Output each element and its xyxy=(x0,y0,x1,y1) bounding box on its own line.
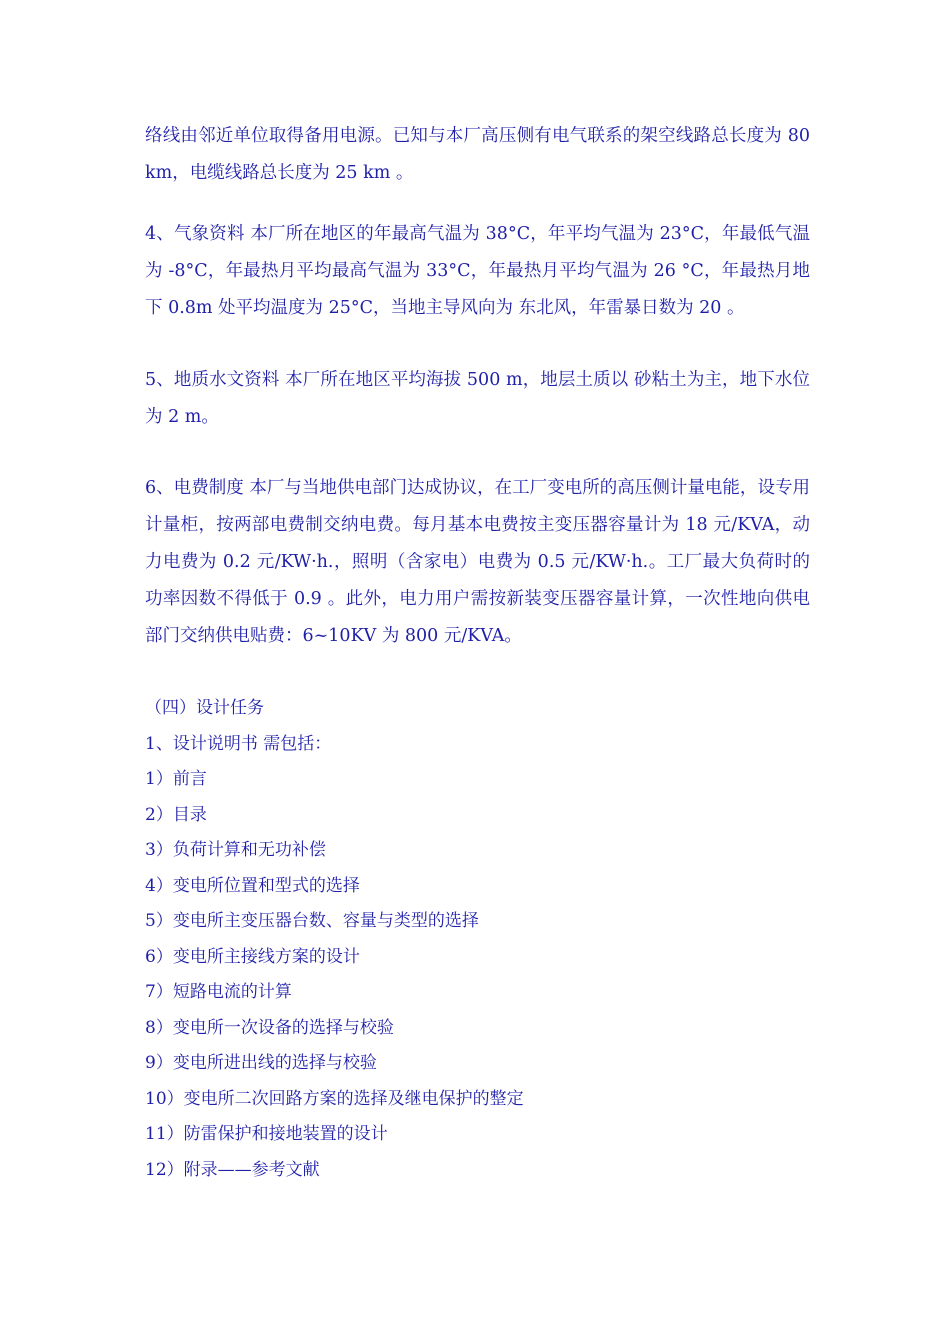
list-item: 5）变电所主变压器台数、容量与类型的选择 xyxy=(145,911,479,931)
list-item: 12）附录——参考文献 xyxy=(145,1159,320,1180)
paragraph-backup-power: 络线由邻近单位取得备用电源。已知与本厂高压侧有电气联系的架空线路总长度为 80 km，电缆线路总长度为 25 km 。 xyxy=(145,126,810,183)
list-item: 2）目录 xyxy=(145,804,207,825)
paragraph-electricity-tariff: 6、电费制度 本厂与当地供电部门达成协议，在工厂变电所的高压侧计量电能，设专用计量柜，按两部电费制交纳电费。每月基本电费按主变压器容量计为 18 元/KVA，动力电费为 0.2 元/KW·h.，照明（含家电）电费为 0.5 元/KW·h.。工厂最大负荷时的功率因数不得低于 0.9 。此外，电力用户需按新装变压器容量计算，一次性地向供电部门交纳供电贴费：6~10KV 为 800 元/KVA。 xyxy=(145,478,810,646)
list-item: 7）短路电流的计算 xyxy=(145,982,292,1002)
list-item: 10）变电所二次回路方案的选择及继电保护的整定 xyxy=(145,1088,524,1109)
list-item: 4）变电所位置和型式的选择 xyxy=(145,875,360,896)
list-item: 6）变电所主接线方案的设计 xyxy=(145,946,360,967)
paragraph-weather-data: 4、气象资料 本厂所在地区的年最高气温为 38°C，年平均气温为 23°C，年最低气温为 -8°C，年最热月平均最高气温为 33°C，年最热月平均气温为 26 °C，年最热月地下 0.8m 处平均温度为 25°C，当地主导风向为 东北风，年雷暴日数为 20 。 xyxy=(145,224,810,318)
list-item: 11）防雷保护和接地装置的设计 xyxy=(145,1124,388,1144)
list-item: 8）变电所一次设备的选择与校验 xyxy=(145,1017,394,1038)
paragraph-geology-hydrology: 5、地质水文资料 本厂所在地区平均海拔 500 m，地层土质以 砂粘土为主，地下水位为 2 m。 xyxy=(145,370,810,427)
list-item: 1、设计说明书 需包括： xyxy=(145,733,332,754)
list-item: 3）负荷计算和无功补偿 xyxy=(145,840,326,860)
design-task-list xyxy=(145,691,810,1188)
list-item: 1）前言 xyxy=(145,769,207,789)
section-heading: （四）设计任务 xyxy=(145,698,264,718)
list-item: 9）变电所进出线的选择与校验 xyxy=(145,1053,377,1073)
